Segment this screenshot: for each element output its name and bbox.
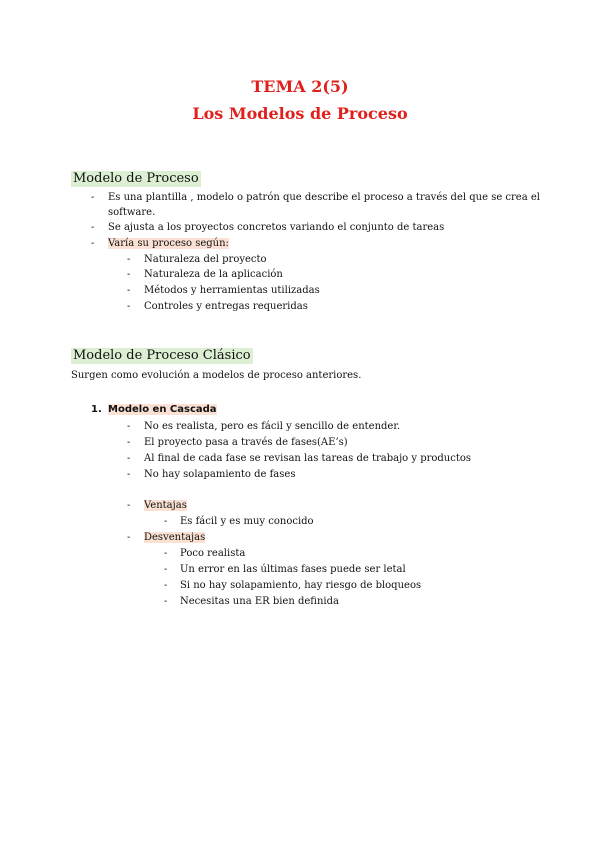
sub-sub-list-item: Si no hay solapamiento, hay riesgo de bloqueos (180, 580, 422, 591)
list-item: Es una plantilla , modelo o patrón que describe el proceso a través del que se crea el (108, 192, 540, 203)
bullet-dash: - (127, 301, 131, 312)
bullet-dash: - (164, 596, 168, 607)
sub-sub-list-item: Un error en las últimas fases puede ser letal (180, 564, 406, 575)
sub-list-item: No es realista, pero es fácil y sencillo de entender. (144, 421, 401, 432)
bullet-dash: - (164, 580, 168, 591)
sub-list-item: Al final de cada fase se revisan las tareas de trabajo y productos (144, 453, 472, 464)
bullet-dash: - (127, 500, 131, 511)
section-intro: Surgen como evolución a modelos de proceso anteriores. (71, 370, 362, 381)
bullet-dash: - (127, 437, 131, 448)
sub-list-item: Naturaleza de la aplicación (144, 269, 283, 280)
highlighted-text: Varía su proceso según: (108, 238, 229, 249)
sub-list-item: No hay solapamiento de fases (144, 469, 296, 480)
bullet-dash: - (164, 564, 168, 575)
sub-list-item: Naturaleza del proyecto (144, 254, 267, 265)
numbered-item-label (108, 403, 217, 416)
bullet-dash: - (127, 421, 131, 432)
bullet-dash: - (91, 238, 95, 249)
sub-list-item: Controles y entregas requeridas (144, 301, 308, 312)
bullet-dash: - (91, 222, 95, 233)
bullet-dash: - (127, 285, 131, 296)
highlighted-text: Desventajas (144, 532, 206, 543)
sub-sub-list-item: Necesitas una ER bien definida (180, 596, 339, 607)
bullet-dash: - (127, 453, 131, 464)
highlighted-text: Modelo en Cascada (108, 404, 217, 415)
list-item-highlighted (108, 237, 229, 250)
highlighted-text: Ventajas (144, 500, 187, 511)
desventajas-label (144, 531, 205, 544)
list-number: 1. (91, 404, 102, 415)
sub-list-item: El proyecto pasa a través de fases(AE’s) (144, 437, 348, 448)
sub-sub-list-item: Es fácil y es muy conocido (180, 516, 314, 527)
ventajas-label (144, 499, 187, 512)
document-title: TEMA 2(5) (251, 77, 349, 96)
bullet-dash: - (164, 516, 168, 527)
list-item-continuation: software. (108, 207, 156, 218)
bullet-dash: - (127, 532, 131, 543)
bullet-dash: - (91, 192, 95, 203)
section-heading-modelo-de-proceso: Modelo de Proceso (73, 171, 199, 186)
sub-list-item: Métodos y herramientas utilizadas (144, 285, 320, 296)
list-item: Se ajusta a los proyectos concretos variando el conjunto de tareas (108, 222, 445, 233)
bullet-dash: - (127, 469, 131, 480)
bullet-dash: - (127, 269, 131, 280)
sub-sub-list-item: Poco realista (180, 548, 246, 559)
document-subtitle: Los Modelos de Proceso (192, 104, 408, 123)
bullet-dash: - (127, 254, 131, 265)
section-heading-modelo-de-proceso-clasico: Modelo de Proceso Clásico (73, 348, 251, 363)
bullet-dash: - (164, 548, 168, 559)
